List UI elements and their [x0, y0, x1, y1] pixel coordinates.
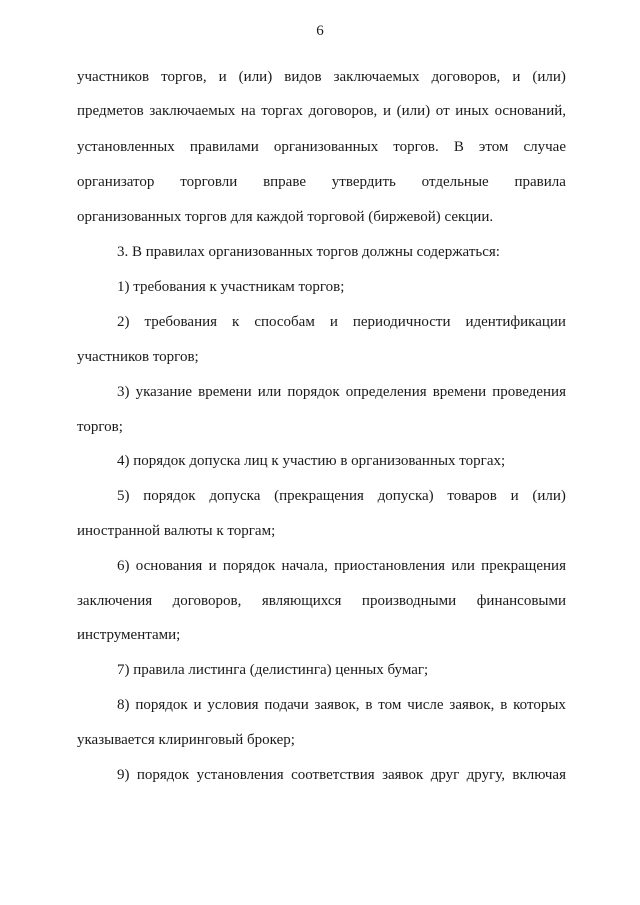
word: времени — [432, 384, 487, 400]
word: правилами — [189, 139, 259, 155]
word: договоров, — [172, 593, 242, 609]
word: допуска — [209, 488, 261, 504]
word: другу, — [466, 767, 506, 783]
word: установления — [196, 767, 284, 783]
word: или — [451, 558, 475, 574]
word: допуска) — [377, 488, 434, 504]
word: в — [500, 697, 508, 713]
text-line: торгов; — [77, 419, 123, 435]
word: договоров, — [308, 103, 378, 119]
word: и — [329, 314, 338, 330]
word: торгах — [261, 103, 303, 119]
word: и — [193, 697, 202, 713]
list-item: 1) требования к участникам торгов; — [117, 279, 345, 295]
word: предметов — [77, 103, 144, 119]
word: В — [453, 139, 464, 155]
text-line: инструментами; — [77, 627, 181, 643]
word: организатор — [77, 174, 155, 190]
list-item — [117, 766, 566, 784]
list-item — [117, 313, 566, 331]
word: 2) — [117, 314, 130, 330]
word: (или) — [396, 103, 431, 119]
word: идентификации — [465, 314, 566, 330]
word: правила — [514, 174, 566, 190]
word: том — [378, 697, 402, 713]
word: определения — [345, 384, 427, 400]
word: указание — [135, 384, 193, 400]
word: и — [382, 103, 391, 119]
page-number: 6 — [316, 23, 324, 39]
word: товаров — [447, 488, 497, 504]
list-item — [117, 557, 566, 575]
word: (или) — [238, 69, 273, 85]
word: начала, — [281, 558, 328, 574]
word: (прекращения — [274, 488, 364, 504]
word: заключения — [77, 593, 153, 609]
word: отдельные — [421, 174, 489, 190]
word: от — [435, 103, 450, 119]
word: договоров, — [431, 69, 501, 85]
word: оснований, — [494, 103, 566, 119]
word: на — [240, 103, 256, 119]
word: порядок — [135, 697, 188, 713]
word: соответствия — [291, 767, 375, 783]
list-item — [117, 383, 566, 401]
word: и — [510, 488, 519, 504]
word: производными — [361, 593, 457, 609]
word: основания — [135, 558, 203, 574]
text-line — [77, 173, 566, 191]
word: в — [365, 697, 373, 713]
word: требования — [144, 314, 218, 330]
word: являющихся — [261, 593, 342, 609]
word: заключаемых — [149, 103, 236, 119]
word: к — [232, 314, 240, 330]
text-line: участников торгов; — [77, 349, 199, 365]
word: числе — [407, 697, 444, 713]
word: торгов, — [161, 69, 207, 85]
word: или — [257, 384, 282, 400]
word: заявок — [382, 767, 424, 783]
word: прекращения — [481, 558, 566, 574]
list-item — [117, 696, 566, 714]
word: времени — [198, 384, 252, 400]
word: порядок — [136, 767, 190, 783]
word: этом — [478, 139, 509, 155]
text-line: 3. В правилах организованных торгов должны содержаться: — [117, 244, 500, 260]
text-line — [77, 138, 566, 156]
word: друг — [430, 767, 460, 783]
word: порядок — [143, 488, 196, 504]
word: периодичности — [352, 314, 451, 330]
word: и — [512, 69, 521, 85]
word: 5) — [117, 488, 130, 504]
word: порядок — [222, 558, 276, 574]
word: способам — [254, 314, 315, 330]
word: установленных — [77, 139, 175, 155]
word: заключаемых — [333, 69, 420, 85]
list-item: 7) правила листинга (делистинга) ценных бумаг; — [117, 662, 429, 678]
word: проведения — [492, 384, 566, 400]
word: (или) — [532, 488, 566, 504]
text-line — [77, 102, 566, 120]
word: подачи — [264, 697, 309, 713]
word: (или) — [532, 69, 566, 85]
word: финансовыми — [476, 593, 566, 609]
word: случае — [523, 139, 566, 155]
word: 8) — [117, 697, 130, 713]
list-item: 4) порядок допуска лиц к участию в организованных торгах; — [117, 453, 506, 469]
text-line: указывается клиринговый брокер; — [77, 732, 295, 748]
word: и — [218, 69, 227, 85]
word: 9) — [117, 767, 130, 783]
word: утвердить — [331, 174, 396, 190]
list-item — [117, 487, 566, 505]
word: 3) — [117, 384, 130, 400]
text-line: организованных торгов для каждой торговой (биржевой) секции. — [77, 209, 494, 225]
text-line — [77, 68, 566, 86]
word: организованных — [273, 139, 379, 155]
word: заявок, — [449, 697, 495, 713]
word: и — [208, 558, 217, 574]
word: включая — [512, 767, 566, 783]
word: 6) — [117, 558, 130, 574]
word: видов — [284, 69, 322, 85]
word: иных — [455, 103, 489, 119]
word: порядок — [287, 384, 340, 400]
text-line: иностранной валюты к торгам; — [77, 523, 276, 539]
word: торгов. — [393, 139, 439, 155]
word: участников — [77, 69, 150, 85]
word: приостановления — [334, 558, 446, 574]
word: заявок, — [314, 697, 360, 713]
word: которых — [513, 697, 566, 713]
word: вправе — [263, 174, 306, 190]
word: торговли — [180, 174, 238, 190]
word: условия — [207, 697, 259, 713]
text-line — [77, 592, 566, 610]
